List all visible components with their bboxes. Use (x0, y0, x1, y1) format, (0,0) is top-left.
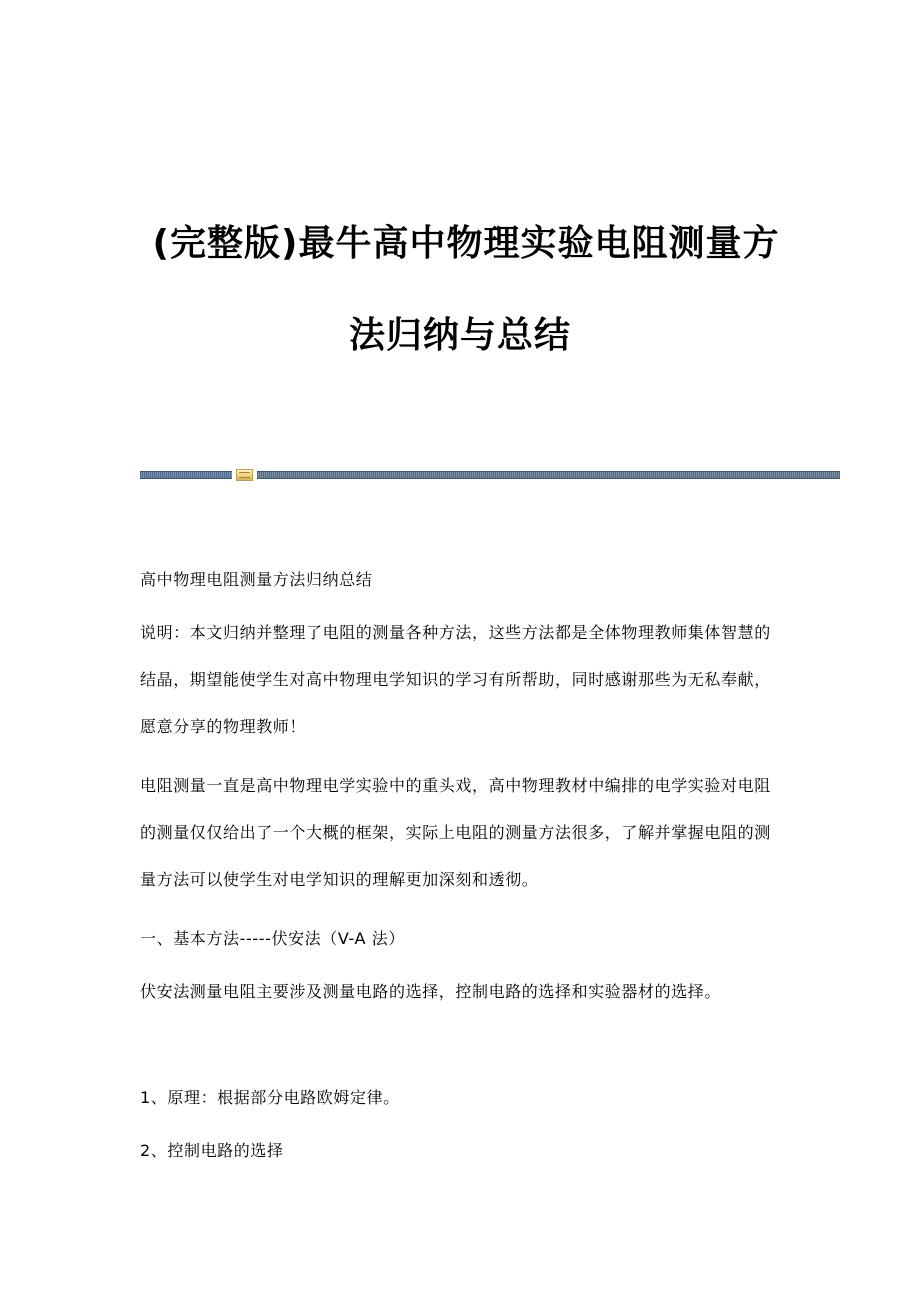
divider-ornament-icon (236, 469, 253, 481)
divider-bar-left (140, 471, 232, 479)
divider-bar-right (257, 471, 840, 479)
document-title-line-1: (完整版)最牛高中物理实验电阻测量方 (152, 223, 780, 264)
section-heading: 高中物理电阻测量方法归纳总结 (140, 570, 373, 589)
decorative-divider (140, 469, 840, 481)
principle-item: 1、原理：根据部分电路欧姆定律。 (140, 1088, 400, 1107)
method-paragraph: 伏安法测量电阻主要涉及测量电路的选择，控制电路的选择和实验器材的选择。 (140, 982, 722, 1001)
method-heading: 一、基本方法-----伏安法（V-A 法） (140, 929, 405, 948)
description-paragraph: 说明：本文归纳并整理了电阻的测量各种方法，这些方法都是全体物理教师集体智慧的结晶，期望能使学生对高中物理电学知识的学习有所帮助，同时感谢那些为无私奉献，愿意分享的物理教师！ (140, 623, 771, 736)
document-title-line-2: 法归纳与总结 (348, 315, 571, 356)
intro-paragraph: 电阻测量一直是高中物理电学实验中的重头戏，高中物理教材中编排的电学实验对电阻的测量仅仅给出了一个大概的框架，实际上电阻的测量方法很多，了解并掌握电阻的测量方法可以使学生对电学知识的理解更加深刻和透彻。 (140, 776, 771, 889)
control-circuit-item: 2、控制电路的选择 (140, 1141, 284, 1160)
